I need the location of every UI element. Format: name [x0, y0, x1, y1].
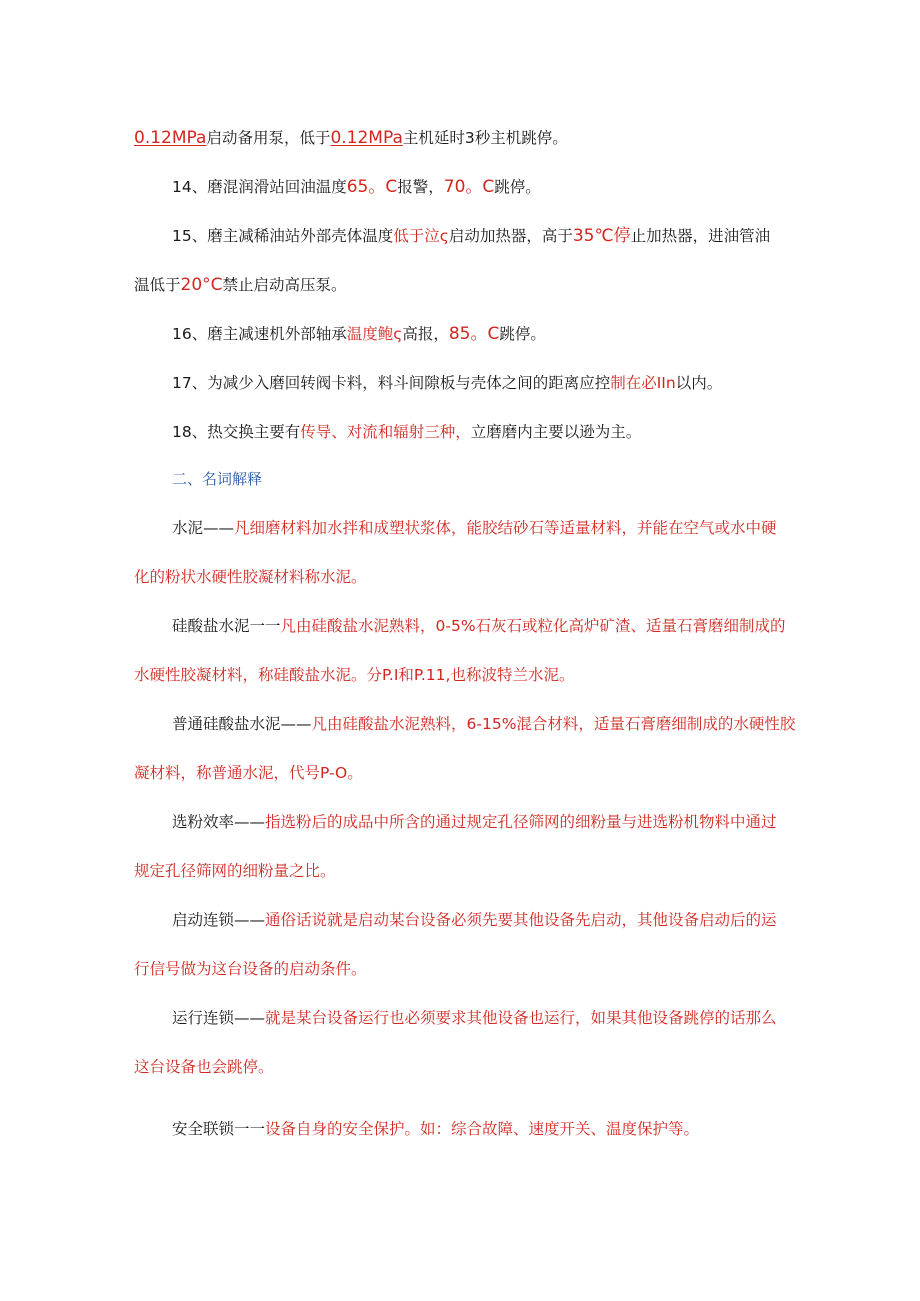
- temperature-value: 85。C: [448, 324, 500, 344]
- item-16: 16、磨主减速机外部轴承温度鲍ς高报，85。C跳停。: [172, 324, 546, 344]
- term: 启动连锁——: [172, 911, 266, 929]
- item-17: 17、为减少入磨回转阀卡料，料斗间隙板与壳体之间的距离应控制在必IIn以内。: [172, 374, 723, 392]
- temperature-value: 70。C: [443, 177, 495, 197]
- definition-run-interlock: 运行连锁——就是某台设备运行也必须要求其他设备也运行，如果其他设备跳停的话那么: [172, 1009, 777, 1027]
- item-18: 18、热交换主要有传导、对流和辐射三种，立磨磨内主要以逊为主。: [172, 423, 642, 441]
- pressure-value: 0.12MPa: [134, 128, 207, 148]
- definition-portland-cement: 硅酸盐水泥一一凡由硅酸盐水泥熟料，0-5%石灰石或粒化高炉矿渣、适量石膏磨细制成的: [172, 617, 786, 635]
- definition-cement-line-2: 化的粉状水硬性胶凝材料称水泥。: [134, 568, 367, 586]
- definition-run-interlock-line-2: 这台设备也会跳停。: [134, 1058, 274, 1076]
- item-14: 14、磨混润滑站回油温度65。C报警，70。C跳停。: [172, 177, 541, 197]
- temperature-value: 65。C: [346, 177, 398, 197]
- pressure-value: 0.12MPa: [330, 128, 403, 148]
- temperature-value: 20°C: [180, 275, 223, 295]
- definition-ordinary-portland: 普通硅酸盐水泥——凡由硅酸盐水泥熟料，6-15%混合材料，适量石膏磨细制成的水硬性胶: [172, 715, 796, 733]
- definition-portland-cement-line-2: 水硬性胶凝材料，称硅酸盐水泥。分P.I和P.11,也称波特兰水泥。: [134, 666, 575, 684]
- term: 安全联锁一一: [172, 1120, 266, 1138]
- definition-start-interlock: 启动连锁——通俗话说就是启动某台设备必须先要其他设备先启动，其他设备启动后的运: [172, 911, 777, 929]
- term: 选粉效率——: [172, 813, 266, 831]
- section-heading: 二、名词解释: [172, 470, 263, 488]
- definition-separator-efficiency: 选粉效率——指选粉后的成品中所含的通过规定孔径筛网的细粉量与进选粉机物料中通过: [172, 813, 777, 831]
- definition-start-interlock-line-2: 行信号做为这台设备的启动条件。: [134, 960, 367, 978]
- temperature-value: 35℃停: [572, 226, 631, 246]
- term: 水泥——: [172, 519, 235, 537]
- item-13-continuation: 0.12MPa启动备用泵，低于0.12MPa主机延时3秒主机跳停。: [134, 128, 568, 148]
- definition-separator-efficiency-line-2: 规定孔径筛网的细粉量之比。: [134, 862, 336, 880]
- definition-cement: 水泥——凡细磨材料加水拌和成塑状浆体，能胶结砂石等适量材料，并能在空气或水中硬: [172, 519, 777, 537]
- term: 硅酸盐水泥一一: [172, 617, 281, 635]
- item-15-line-2: 温低于20°C禁止启动高压泵。: [134, 275, 347, 295]
- item-15: 15、磨主减稀油站外部壳体温度低于泣ς启动加热器，高于35℃停止加热器，进油管油: [172, 226, 771, 246]
- term: 运行连锁——: [172, 1009, 266, 1027]
- definition-ordinary-portland-line-2: 凝材料，称普通水泥，代号P-O。: [134, 764, 363, 782]
- definition-safety-interlock: 安全联锁一一设备自身的安全保护。如：综合故障、速度开关、温度保护等。: [172, 1120, 700, 1138]
- term: 普通硅酸盐水泥——: [172, 715, 312, 733]
